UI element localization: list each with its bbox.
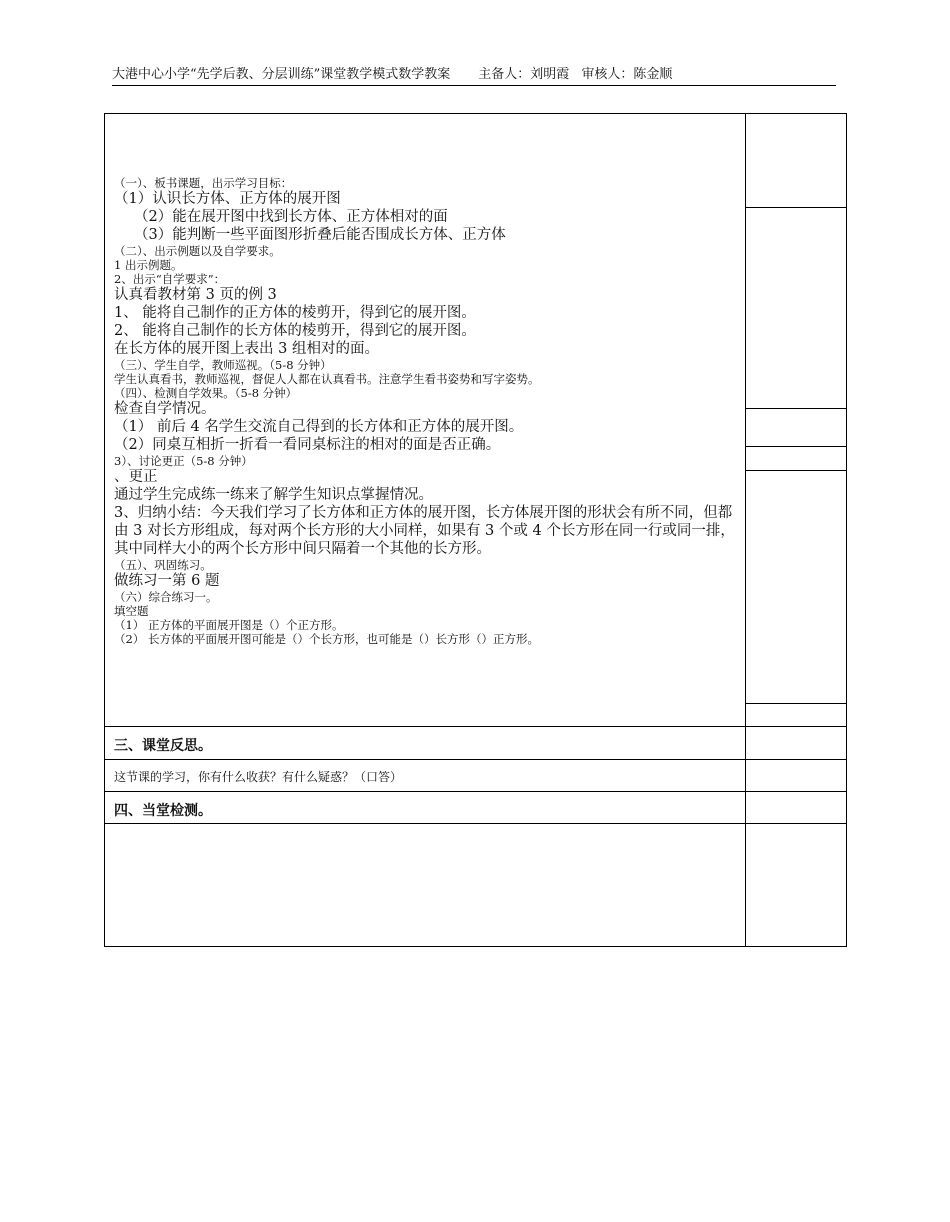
- lesson-line: （三）、学生自学，教师巡视。（5-8 分钟）: [114, 358, 332, 372]
- right-cell-divider: [746, 446, 846, 447]
- lesson-line: 检查自学情况。: [114, 401, 216, 417]
- lesson-line: 2、出示“自学要求”：: [114, 272, 226, 286]
- lesson-line: （二）、出示例题以及自学要求。: [114, 244, 281, 258]
- right-cell-divider: [746, 207, 846, 208]
- preparer: 主备人：刘明霞: [478, 67, 570, 82]
- lesson-line: （3）能判断一些平面图形折叠后能否围成长方体、正方体: [134, 227, 506, 243]
- row-divider: [105, 726, 846, 727]
- column-divider: [745, 114, 746, 946]
- lesson-line: （2）能在展开图中找到长方体、正方体相对的面: [134, 209, 448, 225]
- lesson-line: 1、 能将自己制作的正方体的棱剪开，得到它的展开图。: [114, 305, 476, 321]
- lesson-line: 通过学生完成练一练来了解学生知识点掌握情况。: [114, 487, 433, 503]
- lesson-line: 填空题: [114, 604, 149, 618]
- right-cell-divider: [746, 408, 846, 409]
- lesson-line: 2、 能将自己制作的长方体的棱剪开，得到它的展开图。: [114, 323, 476, 339]
- lesson-content: [114, 176, 742, 646]
- lesson-line: 做练习一第 6 题: [114, 573, 220, 589]
- reviewer: 审核人：陈金顺: [581, 67, 673, 82]
- right-cell-divider: [746, 470, 846, 471]
- lesson-line: （1） 正方体的平面展开图是（）个正方形。: [114, 618, 344, 632]
- row-divider: [105, 791, 846, 792]
- lesson-line: （2）同桌互相折一折看一看同桌标注的相对的面是否正确。: [114, 437, 501, 453]
- lesson-line: （1）认识长方体、正方体的展开图: [114, 191, 341, 207]
- lesson-line: （六）综合练习一。: [114, 590, 218, 604]
- reflection-prompt: 这节课的学习，你有什么收获？有什么疑惑？（口答）: [114, 770, 403, 784]
- reflection-title: 三、课堂反思。: [114, 738, 212, 754]
- lesson-line: （五）、巩固练习。: [114, 558, 212, 572]
- lesson-line: （1） 前后 4 名学生交流自己得到的长方体和正方体的展开图。: [114, 419, 524, 435]
- lesson-line: 在长方体的展开图上表出 3 组相对的面。: [114, 341, 379, 357]
- lesson-line: 认真看教材第 3 页的例 3: [114, 287, 277, 303]
- lesson-line: （2） 长方体的平面展开图可能是（）个长方形，也可能是（）长方形（）正方形。: [114, 632, 539, 646]
- lesson-line: 1 出示例题。: [114, 258, 183, 272]
- lesson-line: 3、归纳小结：今天我们学习了长方体和正方体的展开图，长方体展开图的形状会有所不同，但都由 3 对长方形组成，每对两个长方形的大小同样，如果有 3 个或 4 个长方形在同一行或同一排，其中同样大小的两个长方形中间只隔着一个其他的长方形。: [114, 505, 735, 557]
- lesson-line: （四）、检测自学效果。（5-8 分钟）: [114, 386, 298, 400]
- test-title: 四、当堂检测。: [114, 803, 212, 819]
- lesson-line: 学生认真看书，教师巡视，督促人人都在认真看书。注意学生看书姿势和写字姿势。: [114, 372, 540, 386]
- lesson-line: 、更正: [114, 469, 158, 485]
- lesson-line: 3）、讨论更正（5-8 分钟）: [114, 454, 253, 468]
- school-title: 大港中心小学“先学后教、分层训练”课堂教学模式数学教案: [112, 67, 451, 82]
- row-divider: [105, 759, 846, 760]
- right-cell-divider: [746, 703, 846, 704]
- row-divider: [105, 823, 846, 824]
- lesson-line: （一）、板书课题，出示学习目标：: [114, 176, 293, 190]
- lesson-table: [104, 113, 847, 947]
- page-header: [112, 66, 836, 86]
